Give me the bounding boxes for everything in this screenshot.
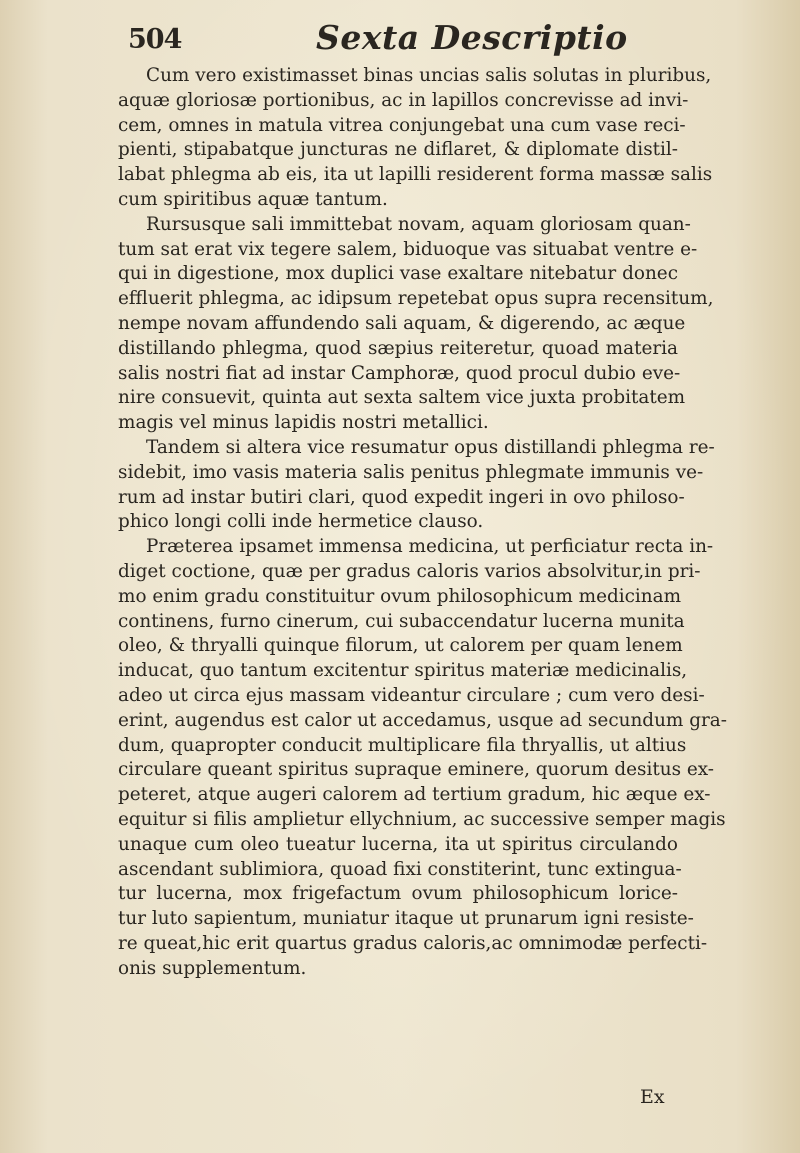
text-line: unaque cum oleo tueatur lucerna, ita ut spiritus circulando [118, 833, 678, 855]
text-line: ascendant sublimiora, quoad fixi constiterint, tunc extingua- [118, 858, 682, 880]
text-line: nire consuevit, quinta aut sexta saltem vice juxta probitatem [118, 387, 686, 409]
page-number: 504 [128, 24, 182, 55]
paragraph [118, 535, 727, 981]
text-line: tur luto sapientum, muniatur itaque ut prunarum igni resiste- [118, 908, 694, 930]
text-line: pienti, stipabatque juncturas ne diflaret, & diplomate distil- [118, 139, 678, 161]
text-line: Rursusque sali immittebat novam, aquam gloriosam quan- [146, 213, 691, 235]
text-line: qui in digestione, mox duplici vase exaltare nitebatur donec [118, 263, 678, 285]
catchword: Ex [640, 1086, 665, 1108]
text-line: adeo ut circa ejus massam videantur circulare ; cum vero desi- [118, 684, 705, 706]
text-line: erint, augendus est calor ut accedamus, usque ad secundum gra- [118, 709, 727, 731]
text-line: labat phlegma ab eis, ita ut lapilli residerent forma massæ salis [118, 164, 713, 186]
text-line: tur lucerna, mox frigefactum ovum philosophicum lorice- [118, 883, 678, 905]
text-line: salis nostri fiat ad instar Camphoræ, quod procul dubio eve- [118, 362, 681, 384]
paragraph [118, 64, 713, 213]
text-line: inducat, quo tantum excitentur spiritus materiæ medicinalis, [118, 660, 688, 682]
text-line: oleo, & thryalli quinque filorum, ut calorem per quam lenem [118, 635, 683, 657]
body-text [118, 64, 727, 981]
text-line: dum, quapropter conducit multiplicare fila thryallis, ut altius [118, 734, 687, 756]
text-line: Tandem si altera vice resumatur opus distillandi phlegma re- [146, 436, 715, 458]
running-head: Sexta Descriptio [316, 18, 628, 57]
text-line: re queat,hic erit quartus gradus caloris,ac omnimodæ perfecti- [118, 932, 708, 954]
text-line: sidebit, imo vasis materia salis penitus phlegmate immunis ve- [118, 461, 704, 483]
text-line: cem, omnes in matula vitrea conjungebat una cum vase reci- [118, 114, 686, 136]
text-line: Cum vero existimasset binas uncias salis solutas in pluribus, [146, 65, 712, 86]
text-line: aquæ gloriosæ portionibus, ac in lapillos concrevisse ad invi- [118, 89, 689, 111]
text-line: peteret, atque augeri calorem ad tertium gradum, hic æque ex- [118, 784, 711, 806]
text-line: equitur si filis amplietur ellychnium, ac successive semper magis [118, 808, 726, 830]
text-line: continens, furno cinerum, cui subaccendatur lucerna munita [118, 610, 685, 632]
text-line: rum ad instar butiri clari, quod expedit ingeri in ovo philoso- [118, 486, 685, 508]
text-line: distillando phlegma, quod sæpius reiteretur, quoad materia [118, 337, 678, 359]
text-line: diget coctione, quæ per gradus caloris varios absolvitur,in pri- [118, 560, 701, 582]
paragraph [118, 213, 714, 436]
paragraph [118, 436, 715, 535]
text-line: magis vel minus lapidis nostri metallici. [118, 412, 489, 434]
text-line: cum spiritibus aquæ tantum. [118, 188, 388, 210]
text-line: effluerit phlegma, ac idipsum repetebat opus supra recensitum, [118, 288, 714, 310]
text-line: circulare queant spiritus supraque eminere, quorum desitus ex- [118, 759, 715, 781]
text-line: nempe novam affundendo sali aquam, & digerendo, ac æque [118, 312, 686, 334]
text-line: mo enim gradu constituitur ovum philosophicum medicinam [118, 585, 682, 607]
text-line: onis supplementum. [118, 957, 307, 979]
page-header [0, 14, 800, 58]
text-line: Præterea ipsamet immensa medicina, ut perficiatur recta in- [146, 536, 714, 558]
text-line: tum sat erat vix tegere salem, biduoque vas situabat ventre e- [118, 238, 698, 260]
text-line: phico longi colli inde hermetice clauso. [118, 511, 484, 533]
